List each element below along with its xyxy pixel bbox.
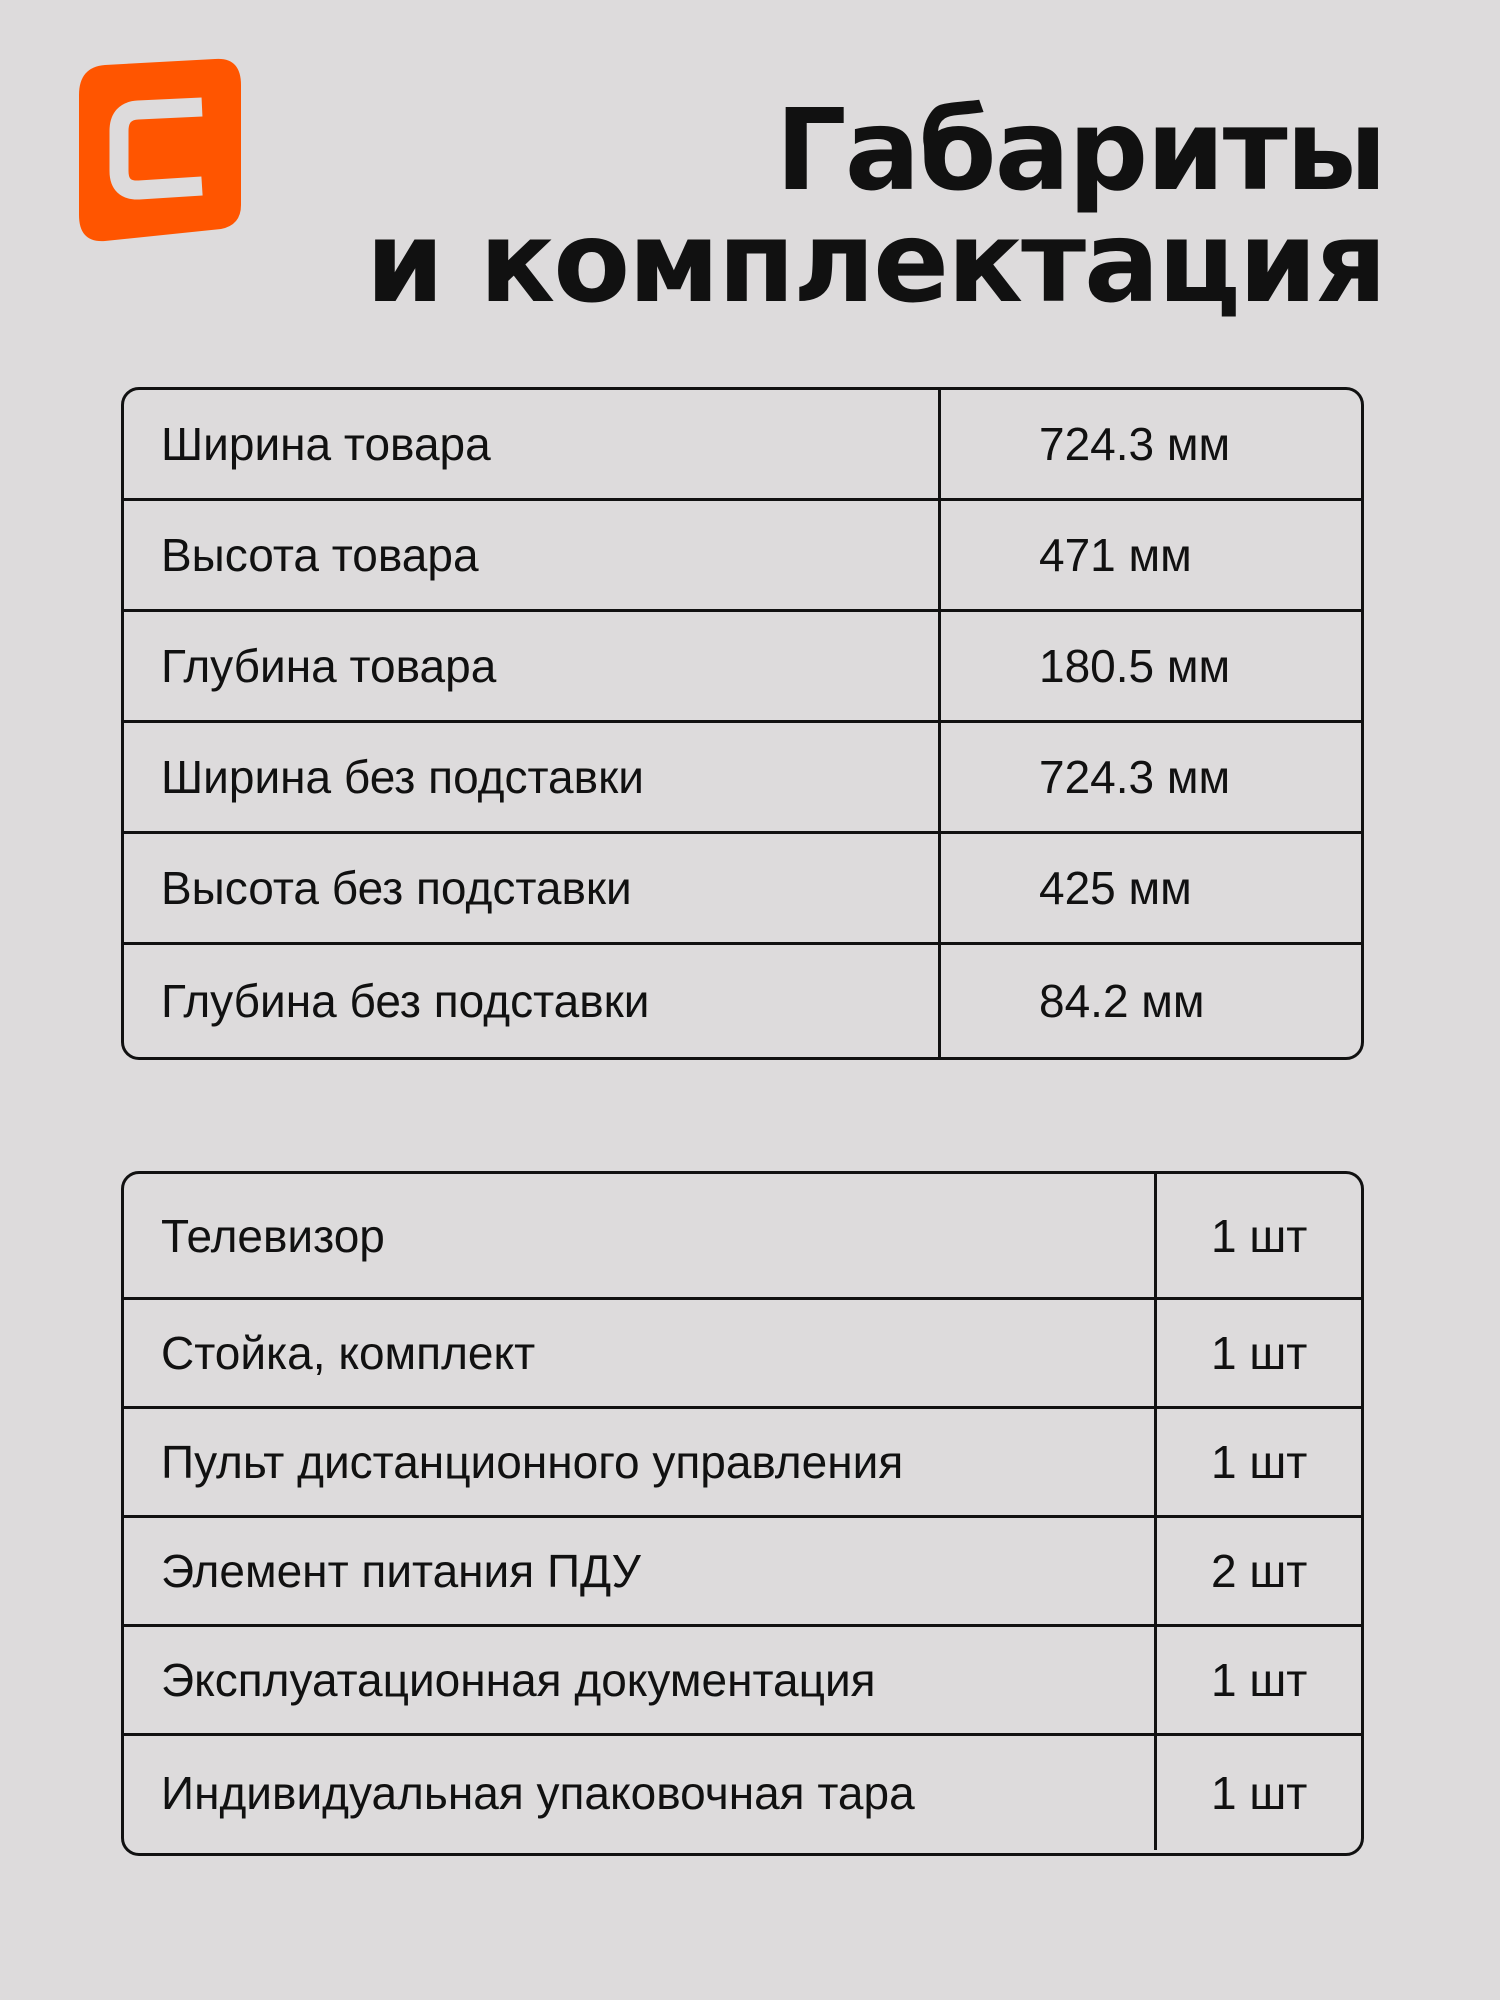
- page-title-line2: и комплектация: [365, 198, 1385, 328]
- package-item-label: Индивидуальная упаковочная тара: [124, 1736, 1157, 1850]
- dimension-value: 84.2 мм: [1039, 975, 1205, 1027]
- dimension-label: Высота товара: [124, 501, 941, 609]
- dimension-value: 724.3 мм: [1039, 418, 1231, 470]
- package-item-quantity: 1 шт: [1211, 1767, 1308, 1819]
- package-item-quantity: 1 шт: [1211, 1654, 1308, 1706]
- dimension-label: Глубина без подставки: [124, 945, 941, 1057]
- dimensions-table: [121, 387, 1364, 1060]
- package-item-quantity: 2 шт: [1211, 1545, 1308, 1597]
- page-title: [365, 86, 1385, 328]
- package-item-label: Стойка, комплект: [124, 1300, 1157, 1406]
- table-row: [124, 1174, 1361, 1300]
- dimension-label: Высота без подставки: [124, 834, 941, 942]
- dimension-label: Ширина без подставки: [124, 723, 941, 831]
- dimension-label: Глубина товара: [124, 612, 941, 720]
- table-row: [124, 1736, 1361, 1850]
- table-row: [124, 612, 1361, 723]
- dimension-value: 425 мм: [1039, 862, 1192, 914]
- table-row: [124, 501, 1361, 612]
- package-item-quantity: 1 шт: [1211, 1436, 1308, 1488]
- table-row: [124, 1627, 1361, 1736]
- dimension-value: 724.3 мм: [1039, 751, 1231, 803]
- package-item-label: Пульт дистанционного управления: [124, 1409, 1157, 1515]
- table-row: [124, 1300, 1361, 1409]
- page-title-line1: Габариты: [775, 86, 1385, 216]
- brand-logo-icon: [75, 55, 245, 245]
- package-item-quantity: 1 шт: [1211, 1209, 1308, 1262]
- package-contents-table: [121, 1171, 1364, 1856]
- package-item-label: Эксплуатационная документация: [124, 1627, 1157, 1733]
- package-item-label: Элемент питания ПДУ: [124, 1518, 1157, 1624]
- package-item-quantity: 1 шт: [1211, 1327, 1308, 1379]
- table-row: [124, 945, 1361, 1057]
- dimension-label: Ширина товара: [124, 390, 941, 498]
- table-row: [124, 390, 1361, 501]
- table-row: [124, 723, 1361, 834]
- dimension-value: 471 мм: [1039, 529, 1192, 581]
- table-row: [124, 834, 1361, 945]
- table-row: [124, 1518, 1361, 1627]
- dimension-value: 180.5 мм: [1039, 640, 1231, 692]
- package-item-label: Телевизор: [124, 1174, 1157, 1297]
- table-row: [124, 1409, 1361, 1518]
